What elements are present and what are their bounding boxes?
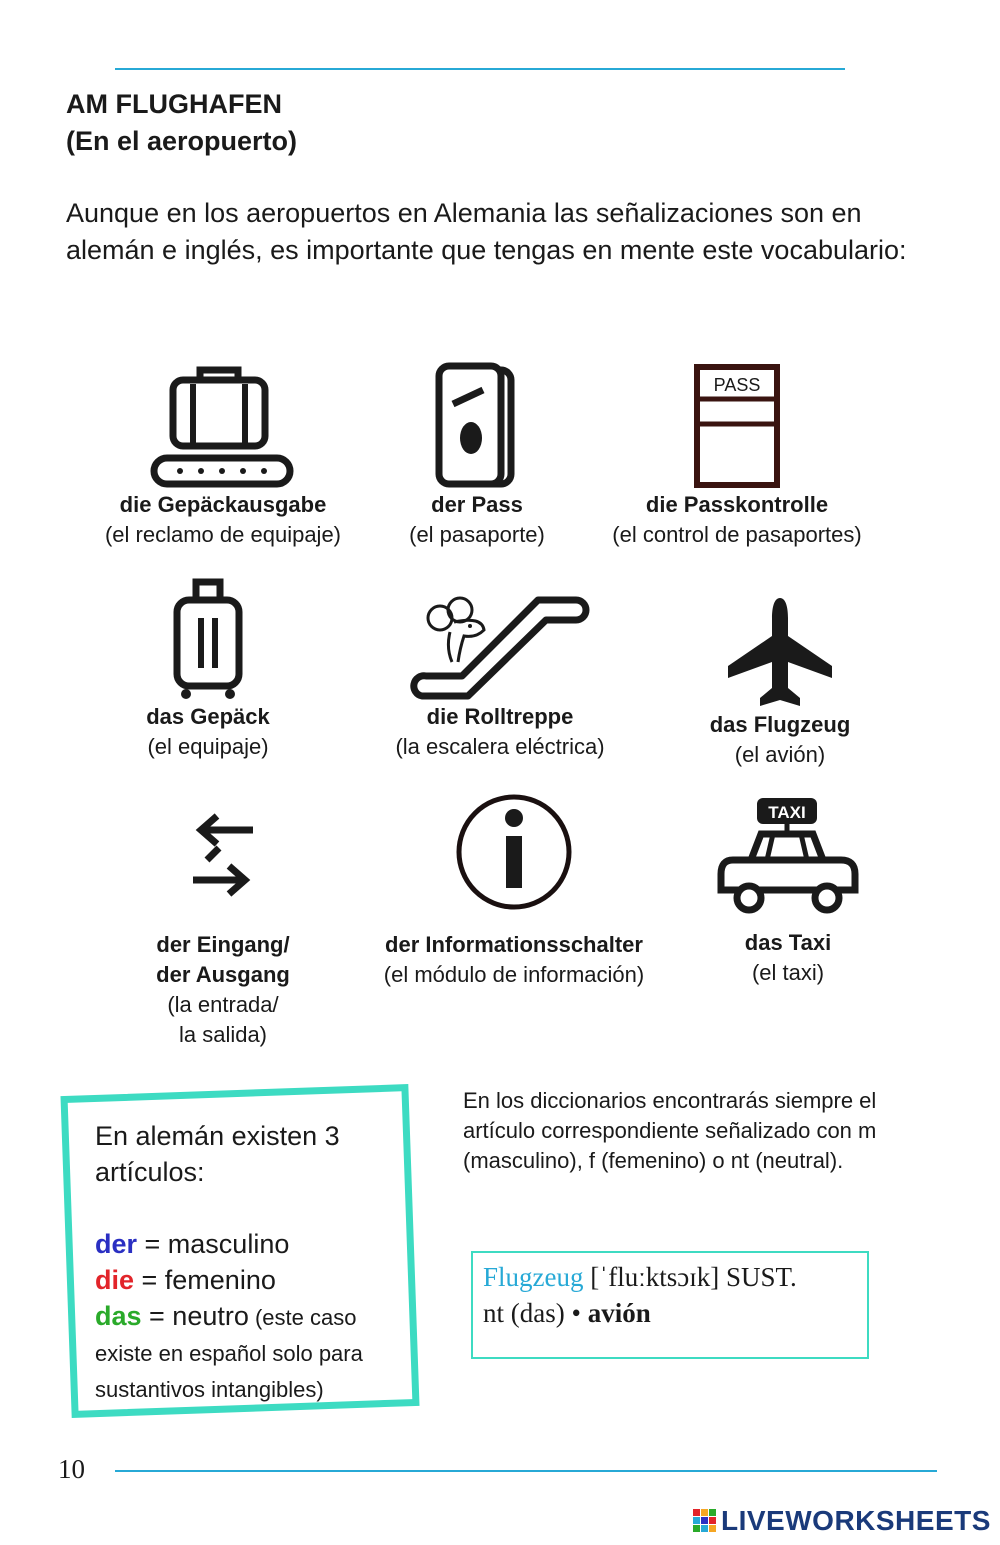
dictionary-phonetic: [ˈfluːktsɔɪk] SUST. [583, 1262, 797, 1292]
vocab-item-rolltreppe: die Rolltreppe (la escalera eléctrica) [378, 582, 622, 762]
taxi-sign-label: TAXI [768, 803, 806, 822]
vocab-item-gepaeckausgabe: die Gepäckausgabe (el reclamo de equipaje) [85, 362, 361, 550]
liveworksheets-logo-text: LIVEWORKSHEETS [721, 1505, 991, 1536]
page-number: 10 [58, 1454, 85, 1484]
intro-paragraph: Aunque en los aeropuertos en Alemania las señalizaciones son en alemán e inglés, es importante que tengas en mente este vocabulario: [66, 198, 907, 265]
pass-sign-label: PASS [713, 375, 761, 395]
vocab-item-informationsschalter: der Informationsschalter (el módulo de información) [360, 790, 668, 990]
article-der-line: der = masculino [95, 1229, 290, 1259]
vocab-item-taxi: TAXI das Taxi (el taxi) [700, 794, 876, 988]
articles-box [95, 1118, 415, 1406]
dictionary-entry-box [471, 1251, 869, 1359]
liveworksheets-logo-icon [693, 1509, 717, 1533]
baggage-claim-icon [148, 362, 298, 490]
luggage-icon [168, 574, 248, 702]
vocab-item-eingang-ausgang: der Eingang/ der Ausgang (la entrada/ la salida) [120, 808, 326, 1050]
dictionary-translation: avión [587, 1298, 651, 1328]
liveworksheets-logo[interactable] [693, 1505, 991, 1537]
page-title: AM FLUGHAFEN (En el aeropuerto) [66, 89, 298, 156]
vocab-item-pass: der Pass (el pasaporte) [382, 362, 572, 550]
bottom-divider [115, 1470, 937, 1472]
dictionary-note: En los diccionarios encontrarás siempre el artículo correspondiente señalizado con m (masculino), f (femenino) o nt (neutral). [463, 1088, 877, 1173]
dictionary-gender: nt (das) • [483, 1298, 588, 1328]
vocab-item-flugzeug: das Flugzeug (el avión) [680, 594, 880, 770]
passport-control-icon [687, 362, 787, 490]
article-die-line: die = femenino [95, 1265, 276, 1295]
article-das-line: das = neutro (este caso existe en español solo para sustantivos intangibles) [95, 1301, 363, 1402]
top-divider [115, 68, 845, 70]
entrance-exit-arrows-icon [183, 808, 263, 930]
airplane-icon [720, 594, 840, 710]
vocab-item-passkontrolle: PASS die Passkontrolle (el control de pasaportes) [592, 362, 882, 550]
vocab-item-gepaeck: das Gepäck (el equipaje) [110, 574, 306, 762]
taxi-icon [715, 794, 861, 928]
passport-icon [427, 362, 527, 490]
dictionary-word: Flugzeug [483, 1262, 584, 1292]
escalator-icon [410, 582, 590, 702]
information-icon [453, 790, 575, 930]
articles-intro: En alemán existen 3 artículos: [95, 1121, 340, 1187]
